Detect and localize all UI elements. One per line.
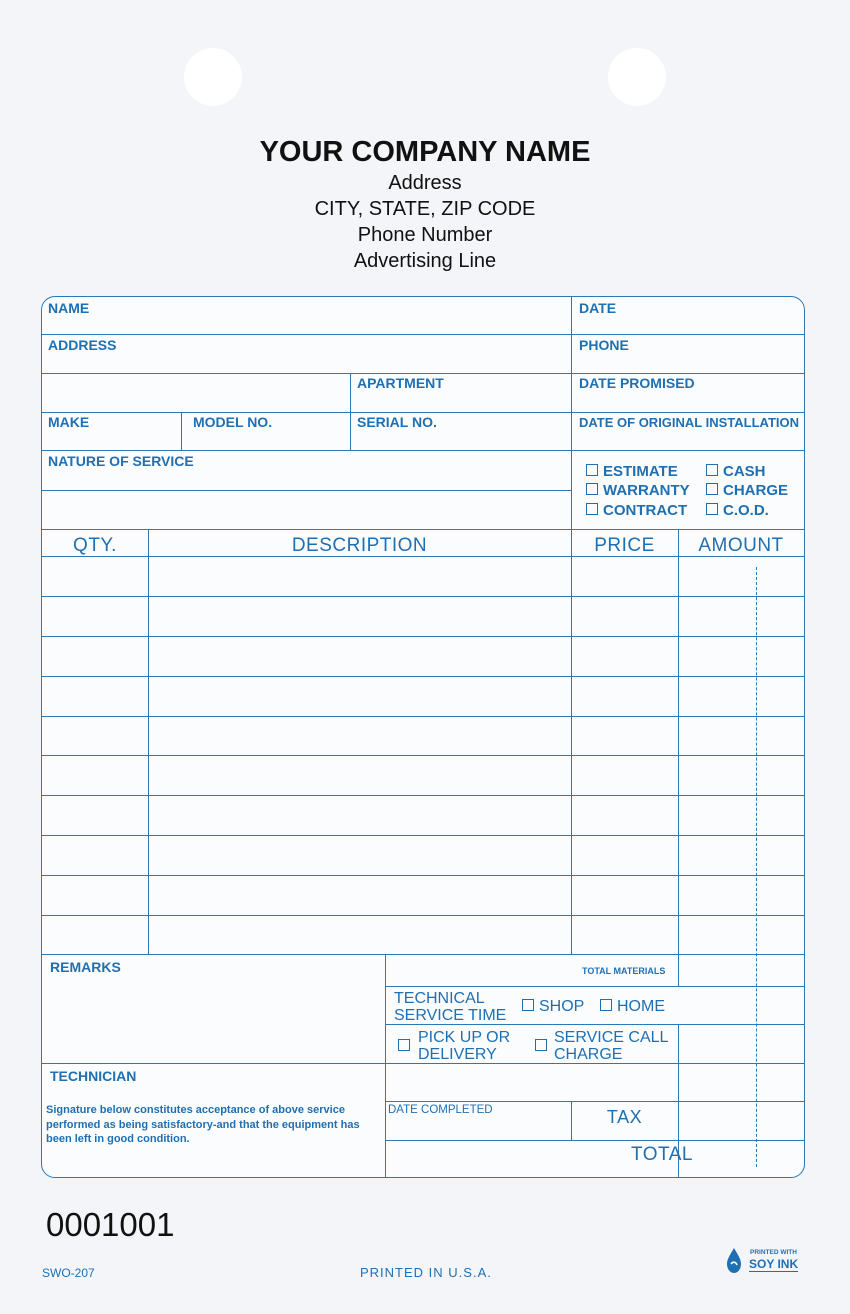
service-call-charge-label: SERVICE CALL CHARGE <box>554 1029 669 1063</box>
estimate-checkbox[interactable]: ESTIMATE <box>586 463 678 480</box>
work-order-form <box>41 296 805 1178</box>
binder-hole-right <box>608 48 666 106</box>
make-label: MAKE <box>48 414 90 430</box>
date-label: DATE <box>579 300 617 316</box>
charge-checkbox[interactable]: CHARGE <box>706 482 788 499</box>
contract-checkbox[interactable]: CONTRACT <box>586 502 687 519</box>
checkbox-box <box>706 483 718 495</box>
company-phone: Phone Number <box>357 224 493 246</box>
form-number: 0001001 <box>46 1206 175 1243</box>
soy-line1: PRINTED WITH <box>750 1249 797 1256</box>
signature-note: Signature below constitutes acceptance of above service performed as being satisfactory-and that the equipment has been left in good condition. <box>46 1104 360 1145</box>
tax-label: TAX <box>606 1107 643 1127</box>
checkbox-box <box>586 464 598 476</box>
apartment-label: APARTMENT <box>357 375 444 391</box>
home-checkbox[interactable]: HOME <box>600 998 665 1015</box>
binder-hole-left <box>184 48 242 106</box>
total-materials-label: TOTAL MATERIALS <box>582 966 666 976</box>
pickup-checkbox[interactable] <box>398 1039 410 1051</box>
warranty-checkbox[interactable]: WARRANTY <box>586 482 690 499</box>
company-ad-line: Advertising Line <box>353 250 497 272</box>
form-code: SWO-207 <box>42 1266 95 1280</box>
amount-column-header: AMOUNT <box>698 535 784 556</box>
company-name: YOUR COMPANY NAME <box>259 136 591 168</box>
printed-in-usa: PRINTED IN U.S.A. <box>360 1265 492 1280</box>
checkbox-box <box>586 503 598 515</box>
technician-label: TECHNICIAN <box>50 1068 137 1084</box>
qty-column-header: QTY. <box>73 535 117 556</box>
model-label: MODEL NO. <box>193 414 273 430</box>
serial-label: SERIAL NO. <box>357 414 437 430</box>
total-label: TOTAL <box>631 1144 693 1165</box>
checkbox-box <box>522 999 534 1011</box>
date-install-label: DATE OF ORIGINAL INSTALLATION <box>579 415 800 430</box>
checkbox-box <box>706 503 718 515</box>
address-label: ADDRESS <box>48 337 117 353</box>
cash-checkbox[interactable]: CASH <box>706 463 766 480</box>
service-call-checkbox[interactable] <box>535 1039 547 1051</box>
name-label: NAME <box>48 300 90 316</box>
checkbox-box <box>706 464 718 476</box>
checkbox-box <box>586 483 598 495</box>
price-column-header: PRICE <box>594 535 655 556</box>
company-city: CITY, STATE, ZIP CODE <box>314 198 536 220</box>
nature-of-service-label: NATURE OF SERVICE <box>48 453 194 469</box>
description-column-header: DESCRIPTION <box>291 535 428 556</box>
date-promised-label: DATE PROMISED <box>579 375 695 391</box>
phone-label: PHONE <box>579 337 629 353</box>
company-address: Address <box>388 172 462 194</box>
pickup-delivery-label: PICK UP OR DELIVERY <box>418 1029 511 1063</box>
remarks-label: REMARKS <box>50 959 121 975</box>
date-completed-label: DATE COMPLETED <box>388 1104 493 1116</box>
cod-checkbox[interactable]: C.O.D. <box>706 502 769 519</box>
checkbox-box <box>600 999 612 1011</box>
shop-checkbox[interactable]: SHOP <box>522 998 584 1015</box>
soy-ink-logo <box>724 1246 800 1276</box>
technical-service-time-label: TECHNICAL SERVICE TIME <box>394 990 507 1024</box>
soy-line2: SOY INK <box>749 1257 799 1271</box>
